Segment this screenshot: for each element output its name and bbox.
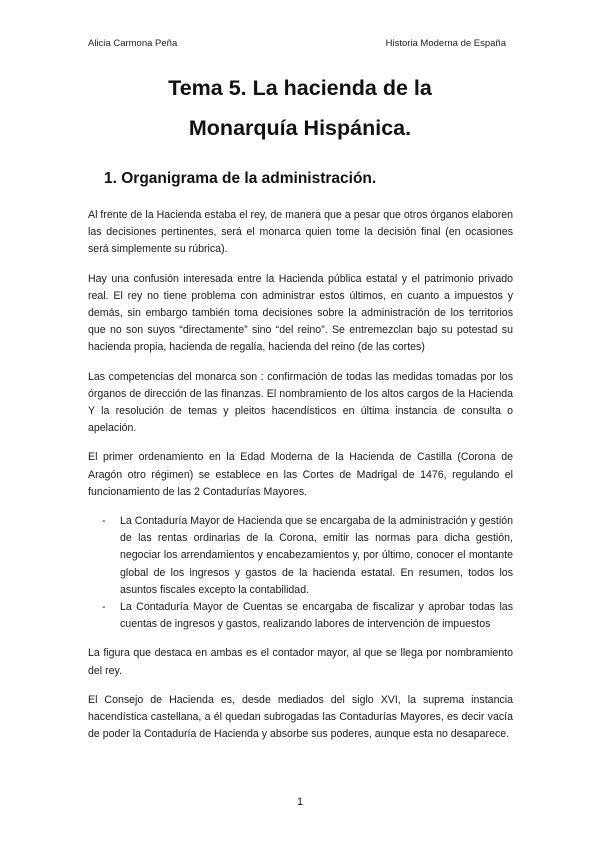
body-text — [88, 207, 513, 755]
bullet-text: La Contaduría Mayor de Hacienda que se encargaba de la administración y gestión de las rentas ordinarias de la Corona, emitir las normas para dicha gestión, negociar los arrendamientos y encabezamientos y, por último, conocer el montante global de los ingresos y gastos de la hacienda estatal. En resumen, todos los asuntos fiscales excepto la contabilidad. — [120, 515, 513, 596]
header-course: Historia Moderna de España — [385, 38, 506, 49]
title-line-1: Tema 5. La hacienda de la — [168, 76, 432, 100]
header-author: Alicia Carmona Peña — [88, 38, 178, 49]
paragraph: La figura que destaca en ambas es el contador mayor, al que se llega por nombramiento del rey. — [88, 647, 513, 677]
paragraph: Hay una confusión interesada entre la Hacienda pública estatal y el patrimonio privado real. El rey no tiene problema con administrar estos últimos, en cuanto a impuestos y demás, sin embargo también toma decisiones sobre la administración de los territorios que no son suyos “directamente” sino “del reino”. Se entremezclan bajo su potestad su hacienda propia, hacienda de regalía, hacienda del reino (de las cortes) — [88, 272, 513, 354]
paragraph: El primer ordenamiento en la Edad Moderna de la Hacienda de Castilla (Corona de Aragón otro régimen) se establece en las Cortes de Madrigal de 1476, regulando el funcionamiento de las 2 Contadurías Mayores. — [88, 451, 513, 498]
bullet-text: La Contaduría Mayor de Cuentas se encargaba de fiscalizar y aprobar todas las cuentas de ingresos y gastos, realizando labores de intervención de impuestos — [120, 601, 513, 631]
paragraph: Al frente de la Hacienda estaba el rey, de manera que a pesar que otros órganos elaboren las decisiones pertinentes, será el monarca quien tome la decisión final (en ocasiones será simplemente su rúbrica). — [88, 209, 513, 256]
bullet-item — [88, 599, 513, 633]
paragraph: Las competencias del monarca son : confirmación de todas las medidas tomadas por los órganos de dirección de las finanzas. El nombramiento de los altos cargos de la Hacienda Y la resolución de temas y pleitos hacendísticos en última instancia de consulta o apelación. — [88, 370, 513, 435]
section-heading: 1. Organigrama de la administración. — [104, 170, 377, 187]
bullet-item — [88, 513, 513, 599]
bullet-dash: - — [102, 515, 106, 528]
page-number: 1 — [296, 796, 304, 808]
title-line-2: Monarquía Hispánica. — [188, 116, 412, 140]
bullet-dash: - — [102, 601, 106, 614]
bullet-list — [88, 513, 513, 633]
paragraph: El Consejo de Hacienda es, desde mediados del siglo XVI, la suprema instancia hacendística castellana, a él quedan subrogadas las Contadurías Mayores, es decir vacía de poder la Contaduría de Hacienda y absorbe sus poderes, aunque esta no desaparece. — [88, 693, 513, 741]
